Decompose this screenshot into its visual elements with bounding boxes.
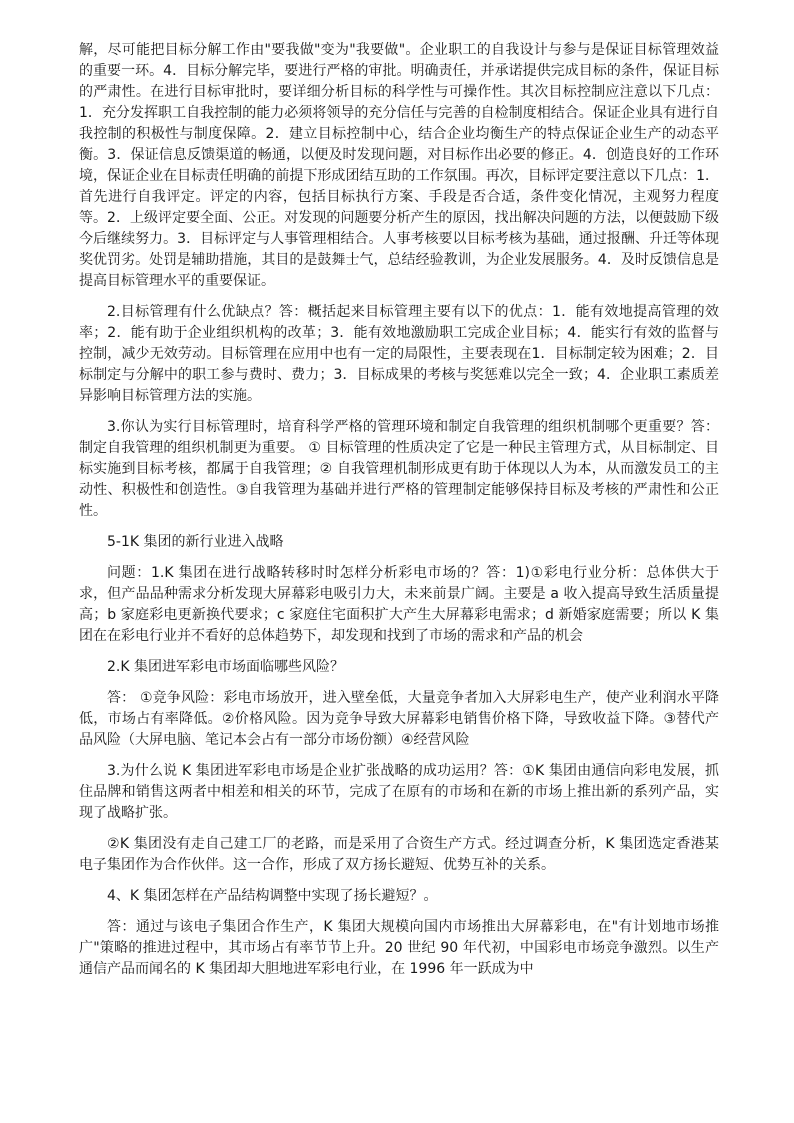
- paragraph-q2-pros-cons: 2.目标管理有什么优缺点？答：概括起来目标管理主要有以下的优点：1．能有效地提高管理的效率；2．能有助于企业组织机构的改革；3．能有效地激励职工完成企业目标；4．能实行有效的监督与控制，减少无效劳动。目标管理在应用中也有一定的局限性，主要表现在1．目标制定较为困难；2．目标制定与分解中的职工参与费时、费力；3．目标成果的考核与奖惩难以完全一致；4．企业职工素质差异影响目标管理方法的实施。: [79, 304, 719, 404]
- paragraph-q4-structure: 4、K 集团怎样在产品结构调整中实现了扬长避短？。: [107, 888, 438, 904]
- paragraph-target-process: 解，尽可能把目标分解工作由"要我做"变为"我要做"。企业职工的自我设计与参与是保证目标管理效益的重要一环。4．目标分解完毕，要进行严格的审批。明确责任，并承诺提供完成目标的条件，保证目标的严肃性。在进行目标审批时，要详细分析目标的科学性与可操作性。其次目标控制应注意以下几点：1．充分发挥职工自我控制的能力必须将领导的充分信任与完善的自检制度相结合。保证企业具有进行自我控制的积极性与制度保障。2．建立目标控制中心，结合企业均衡生产的特点保证企业生产的动态平衡。3．保证信息反馈渠道的畅通，以便及时发现问题，对目标作出必要的修正。4．创造良好的工作环境，保证企业在目标责任明确的前提下形成团结互助的工作氛围。再次，目标评定要注意以下几点：1．首先进行自我评定。评定的内容，包括目标执行方案、手段是否合适，条件变化情况，主观努力程度等。2．上级评定要全面、公正。对发现的问题要分析产生的原因，找出解决问题的方法，以便鼓励下级今后继续努力。3．目标评定与人事管理相结合。人事考核要以目标考核为基础，通过报酬、升迁等体现奖优罚劣。处罚是辅助措施，其目的是鼓舞士气，总结经验教训，为企业发展服务。4．及时反馈信息是提高目标管理水平的重要保证。: [79, 42, 719, 289]
- paragraph-joint-venture: ②K 集团没有走自己建工厂的老路，而是采用了合资生产方式。经过调查分析，K 集团选定香港某电子集团作为合作伙伴。这一合作，形成了双方扬长避短、优势互补的关系。: [79, 836, 719, 873]
- paragraph-q1-market-analysis: 问题：1.K 集团在进行战略转移时时怎样分析彩电市场的？答：1)①彩电行业分析：总体供大于求，但产品品种需求分析发现大屏幕彩电吸引力大，未来前景广阔。主要是 a 收入提高导致生活质量提高；b 家庭彩电更新换代要求；c 家庭住宅面积扩大产生大屏幕彩电需求；d 新婚家庭需要；所以 K 集团在在彩电行业并不看好的总体趋势下，却发现和找到了市场的需求和产品的机会: [79, 565, 719, 644]
- paragraph-risk-answer: 答： ①竞争风险：彩电市场放开，进入壁垒低，大量竞争者加入大屏彩电生产，使产业利润水平降低，市场占有率降低。②价格风险。因为竞争导致大屏幕彩电销售价格下降，导致收益下降。③替代产品风险（大屏电脑、笔记本会占有一部分市场份额）④经营风险: [79, 690, 719, 748]
- paragraph-q2-risks: 2.K 集团进军彩电市场面临哪些风险？: [107, 659, 344, 675]
- section-heading: 5-1K 集团的新行业进入战略: [107, 534, 284, 550]
- paragraph-q3-expansion: 3.为什么说 K 集团进军彩电市场是企业扩张战略的成功运用？答：①K 集团由通信向彩电发展，抓住品牌和销售这两者中相差和相关的环节，完成了在原有的市场和在新的市场上推出新的系列产品，实现了战略扩张。: [79, 763, 719, 821]
- paragraph-q3-self-management: 3.你认为实行目标管理时，培育科学严格的管理环境和制定自我管理的组织机制哪个更重要？答：制定自我管理的组织机制更为重要。 ① 目标管理的性质决定了它是一种民主管理方式，从目标制定、目标实施到目标考核，都属于自我管理；② 自我管理机制形成更有助于体现以人为本，从而激发员工的主动性、积极性和创造性。③自我管理为基础并进行严格的管理制定能够保持目标及考核的严肃性和公正性。: [79, 419, 719, 519]
- paragraph-q4-answer: 答：通过与该电子集团合作生产，K 集团大规模向国内市场推出大屏幕彩电，在"有计划地市场推广"策略的推进过程中，其市场占有率节节上升。20 世纪 90 年代初，中国彩电市场竞争激烈。以生产通信产品而闻名的 K 集团却大胆地进军彩电行业，在 1996 年一跃成为中: [79, 919, 719, 977]
